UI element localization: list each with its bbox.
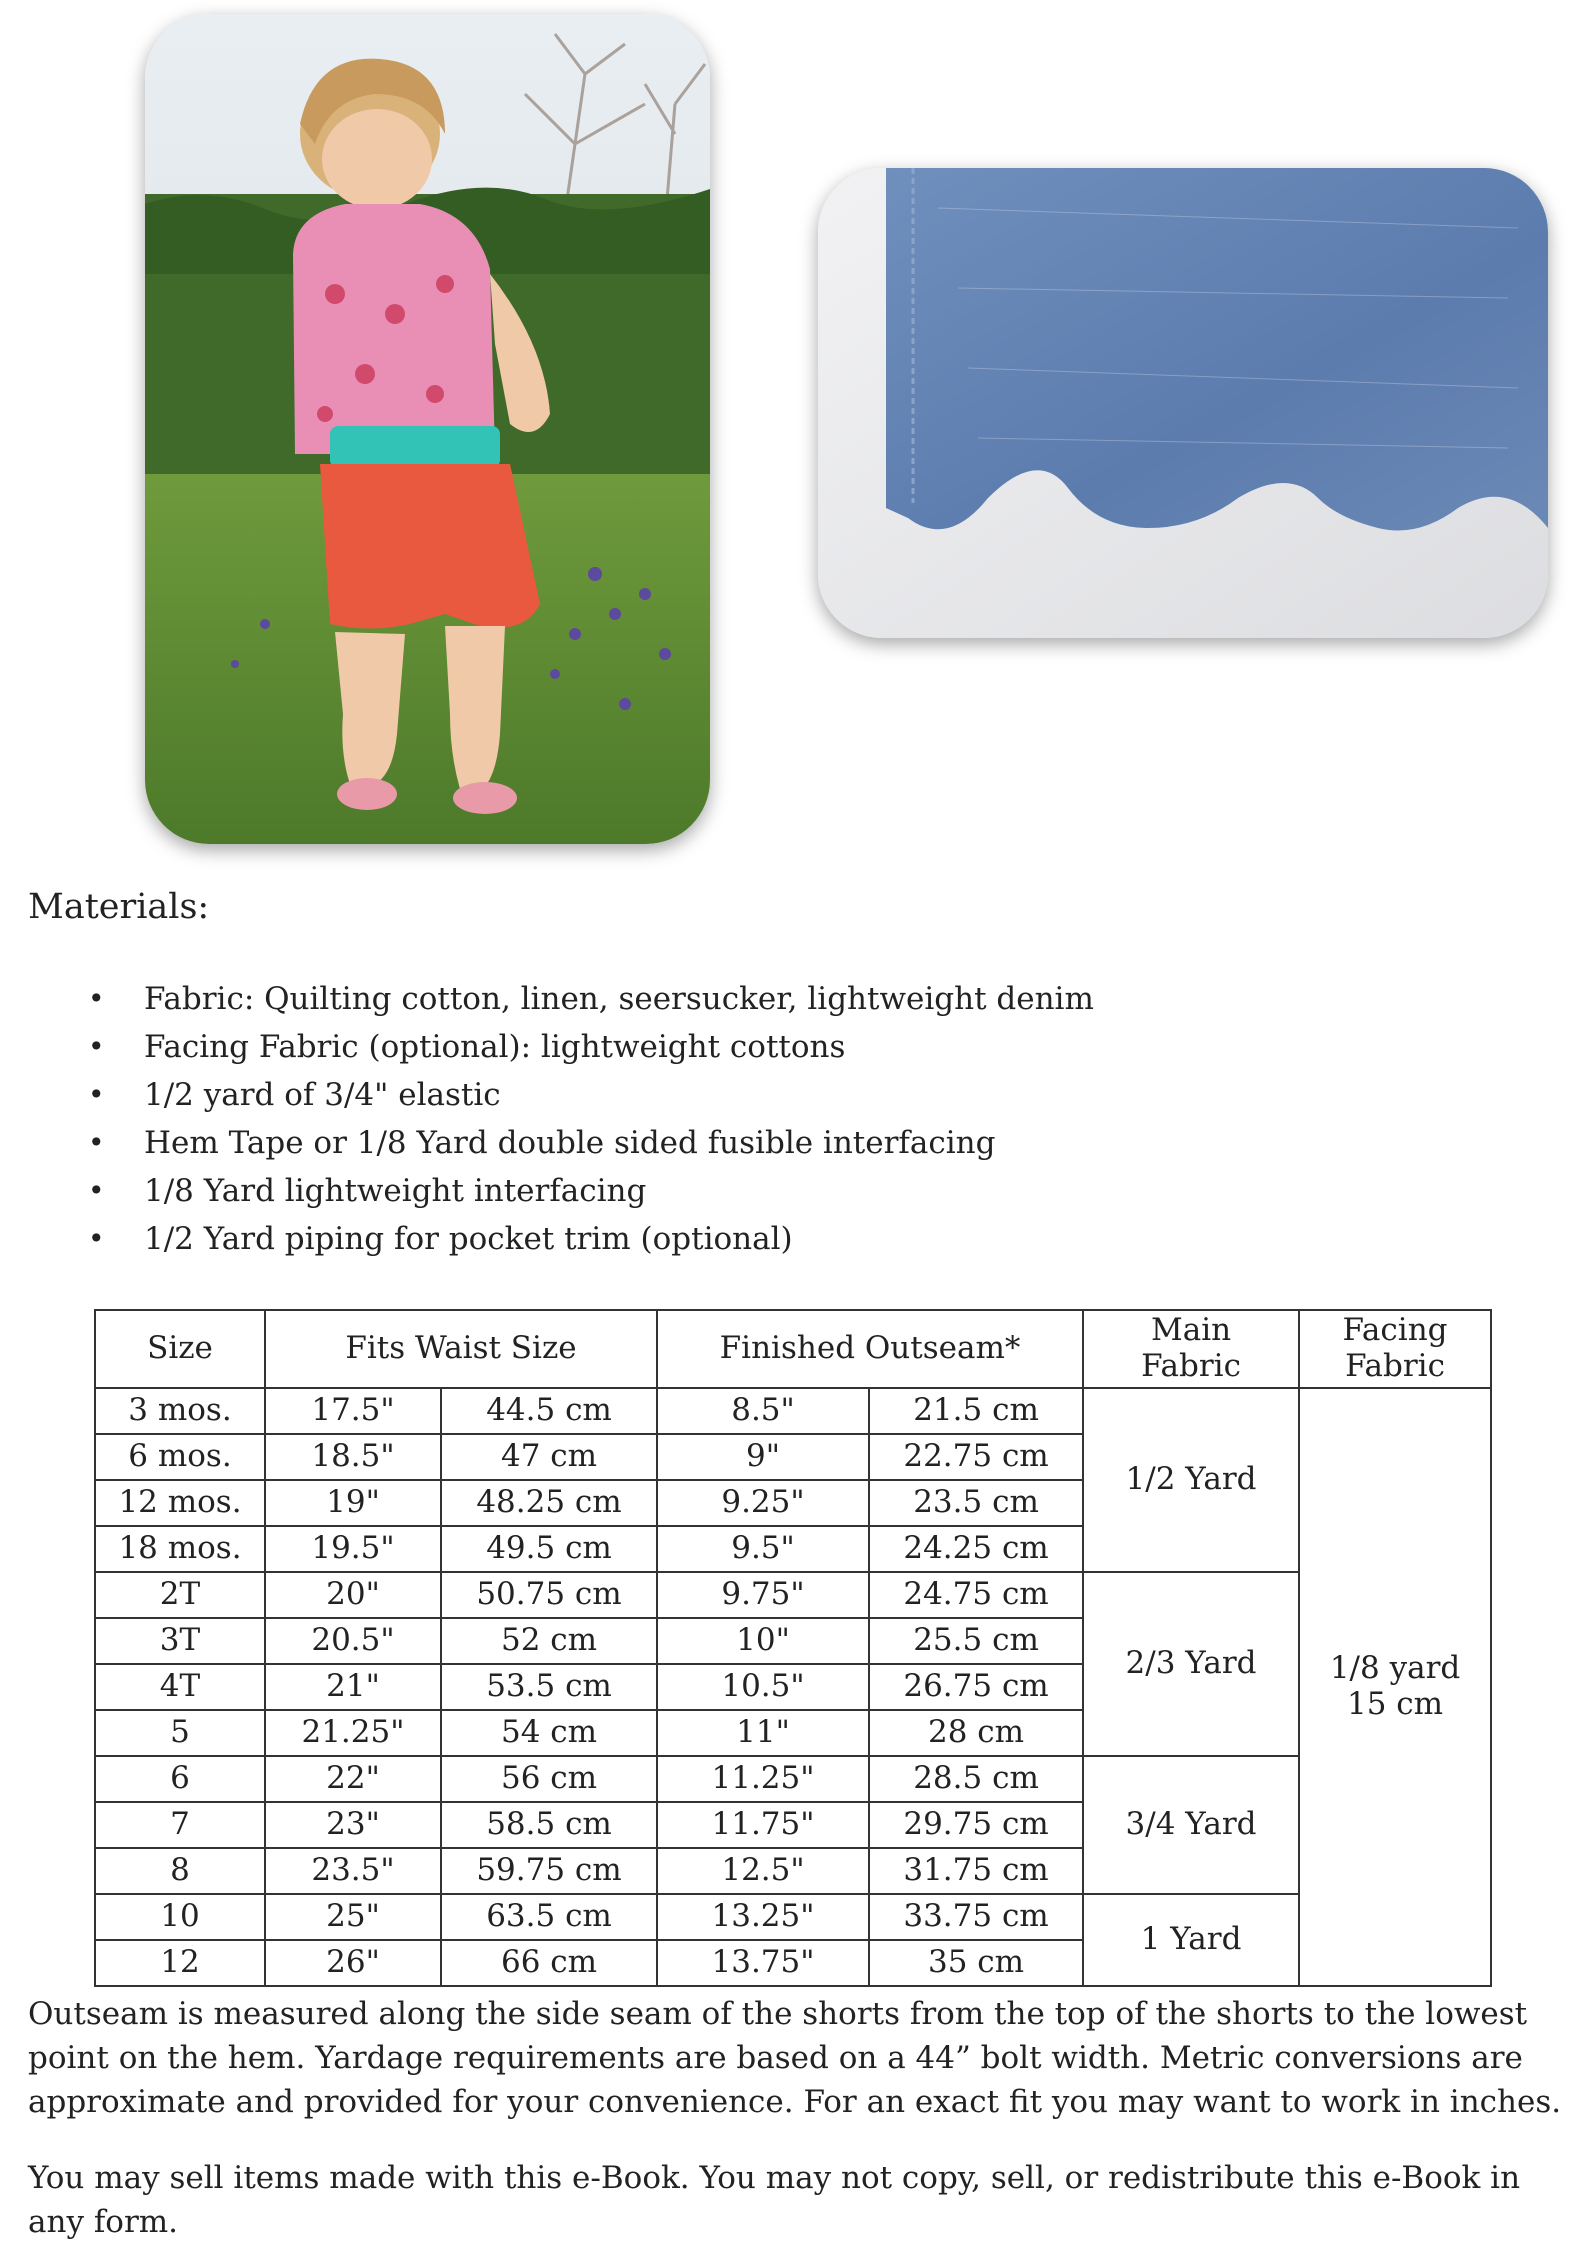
cell-waist-in: 17.5"	[265, 1388, 441, 1434]
cell-outseam-in: 9.25"	[657, 1480, 869, 1526]
header-facing-fabric	[1299, 1310, 1491, 1388]
cell-outseam-in: 12.5"	[657, 1848, 869, 1894]
cell-outseam-in: 9"	[657, 1434, 869, 1480]
cell-waist-in: 23.5"	[265, 1848, 441, 1894]
cell-waist-cm: 54 cm	[441, 1710, 657, 1756]
cell-outseam-cm: 28.5 cm	[869, 1756, 1083, 1802]
list-item: • Facing Fabric (optional): lightweight cottons	[144, 1023, 1094, 1071]
cell-waist-cm: 66 cm	[441, 1940, 657, 1986]
cell-waist-cm: 59.75 cm	[441, 1848, 657, 1894]
cell-outseam-in: 11.75"	[657, 1802, 869, 1848]
cell-size: 8	[95, 1848, 265, 1894]
cell-outseam-cm: 25.5 cm	[869, 1618, 1083, 1664]
cell-outseam-cm: 23.5 cm	[869, 1480, 1083, 1526]
cell-waist-cm: 63.5 cm	[441, 1894, 657, 1940]
cell-size: 10	[95, 1894, 265, 1940]
cell-waist-in: 25"	[265, 1894, 441, 1940]
outseam-note: Outseam is measured along the side seam of the shorts from the top of the shorts to the lowest point on the hem. Yardage requirements are based on a 44” bolt width. Metric conversions are approximate and provided for your convenience. For an exact fit you may want to work in inches.	[28, 1996, 1562, 2120]
cell-outseam-in: 11"	[657, 1710, 869, 1756]
cell-outseam-cm: 29.75 cm	[869, 1802, 1083, 1848]
cell-main-fabric: 3/4 Yard	[1083, 1756, 1299, 1894]
table-row	[95, 1572, 1491, 1618]
facing-fabric-cm: 15 cm	[1347, 1686, 1444, 1722]
list-item: • 1/2 Yard piping for pocket trim (optional)	[144, 1215, 1094, 1263]
cell-outseam-cm: 26.75 cm	[869, 1664, 1083, 1710]
cell-size: 18 mos.	[95, 1526, 265, 1572]
cell-size: 7	[95, 1802, 265, 1848]
license-note: You may sell items made with this e-Book. You may not copy, sell, or redistribute this e-Book in any form.	[28, 2160, 1521, 2240]
cell-waist-cm: 52 cm	[441, 1618, 657, 1664]
cell-waist-in: 20.5"	[265, 1618, 441, 1664]
cell-waist-cm: 49.5 cm	[441, 1526, 657, 1572]
list-item: • Fabric: Quilting cotton, linen, seersucker, lightweight denim	[144, 975, 1094, 1023]
cell-size: 12	[95, 1940, 265, 1986]
header-main-fabric-line2: Fabric	[1141, 1348, 1241, 1384]
facing-fabric-yard: 1/8 yard	[1329, 1650, 1461, 1687]
cell-waist-in: 21.25"	[265, 1710, 441, 1756]
cell-waist-cm: 47 cm	[441, 1434, 657, 1480]
cell-size: 6	[95, 1756, 265, 1802]
list-item: • Hem Tape or 1/8 Yard double sided fusible interfacing	[144, 1119, 1094, 1167]
cell-outseam-in: 13.25"	[657, 1894, 869, 1940]
size-chart-table	[94, 1309, 1492, 1987]
cell-waist-in: 21"	[265, 1664, 441, 1710]
cell-size: 3T	[95, 1618, 265, 1664]
header-facing-fabric-line1: Facing	[1342, 1312, 1448, 1349]
header-main-fabric	[1083, 1310, 1299, 1388]
cell-waist-in: 26"	[265, 1940, 441, 1986]
cell-outseam-cm: 31.75 cm	[869, 1848, 1083, 1894]
cell-outseam-cm: 35 cm	[869, 1940, 1083, 1986]
cell-size: 6 mos.	[95, 1434, 265, 1480]
cell-outseam-cm: 33.75 cm	[869, 1894, 1083, 1940]
header-main-fabric-line1: Main	[1150, 1312, 1232, 1349]
cell-size: 3 mos.	[95, 1388, 265, 1434]
cell-waist-in: 19"	[265, 1480, 441, 1526]
cell-outseam-in: 9.5"	[657, 1526, 869, 1572]
cell-waist-in: 20"	[265, 1572, 441, 1618]
table-body	[95, 1388, 1491, 1986]
cell-outseam-in: 10.5"	[657, 1664, 869, 1710]
cell-outseam-cm: 28 cm	[869, 1710, 1083, 1756]
cell-outseam-in: 11.25"	[657, 1756, 869, 1802]
cell-outseam-cm: 24.75 cm	[869, 1572, 1083, 1618]
cell-size: 12 mos.	[95, 1480, 265, 1526]
cell-waist-in: 23"	[265, 1802, 441, 1848]
cell-outseam-in: 10"	[657, 1618, 869, 1664]
table-row	[95, 1388, 1491, 1434]
cell-waist-cm: 53.5 cm	[441, 1664, 657, 1710]
cell-waist-cm: 48.25 cm	[441, 1480, 657, 1526]
cell-size: 2T	[95, 1572, 265, 1618]
header-facing-fabric-line2: Fabric	[1345, 1348, 1445, 1384]
cell-waist-in: 19.5"	[265, 1526, 441, 1572]
table-row	[95, 1894, 1491, 1940]
cell-waist-cm: 44.5 cm	[441, 1388, 657, 1434]
header-outseam: Finished Outseam*	[657, 1310, 1083, 1388]
cell-outseam-in: 8.5"	[657, 1388, 869, 1434]
cell-main-fabric: 1 Yard	[1083, 1894, 1299, 1986]
cell-waist-in: 22"	[265, 1756, 441, 1802]
cell-waist-in: 18.5"	[265, 1434, 441, 1480]
header-size: Size	[95, 1310, 265, 1388]
cell-size: 5	[95, 1710, 265, 1756]
cell-waist-cm: 50.75 cm	[441, 1572, 657, 1618]
cell-facing-fabric	[1299, 1388, 1491, 1986]
cell-waist-cm: 56 cm	[441, 1756, 657, 1802]
child-shorts-photo	[145, 14, 710, 844]
materials-heading: Materials:	[28, 887, 210, 927]
cell-outseam-cm: 22.75 cm	[869, 1434, 1083, 1480]
header-waist: Fits Waist Size	[265, 1310, 657, 1388]
cell-main-fabric: 2/3 Yard	[1083, 1572, 1299, 1756]
cell-outseam-cm: 24.25 cm	[869, 1526, 1083, 1572]
materials-list	[144, 975, 1094, 1263]
cell-waist-cm: 58.5 cm	[441, 1802, 657, 1848]
list-item: • 1/2 yard of 3/4" elastic	[144, 1071, 1094, 1119]
cell-outseam-cm: 21.5 cm	[869, 1388, 1083, 1434]
cell-outseam-in: 9.75"	[657, 1572, 869, 1618]
cell-size: 4T	[95, 1664, 265, 1710]
cell-outseam-in: 13.75"	[657, 1940, 869, 1986]
cell-main-fabric: 1/2 Yard	[1083, 1388, 1299, 1572]
scalloped-hem-photo	[818, 168, 1548, 638]
table-row	[95, 1756, 1491, 1802]
table-header-row	[95, 1310, 1491, 1388]
list-item: • 1/8 Yard lightweight interfacing	[144, 1167, 1094, 1215]
